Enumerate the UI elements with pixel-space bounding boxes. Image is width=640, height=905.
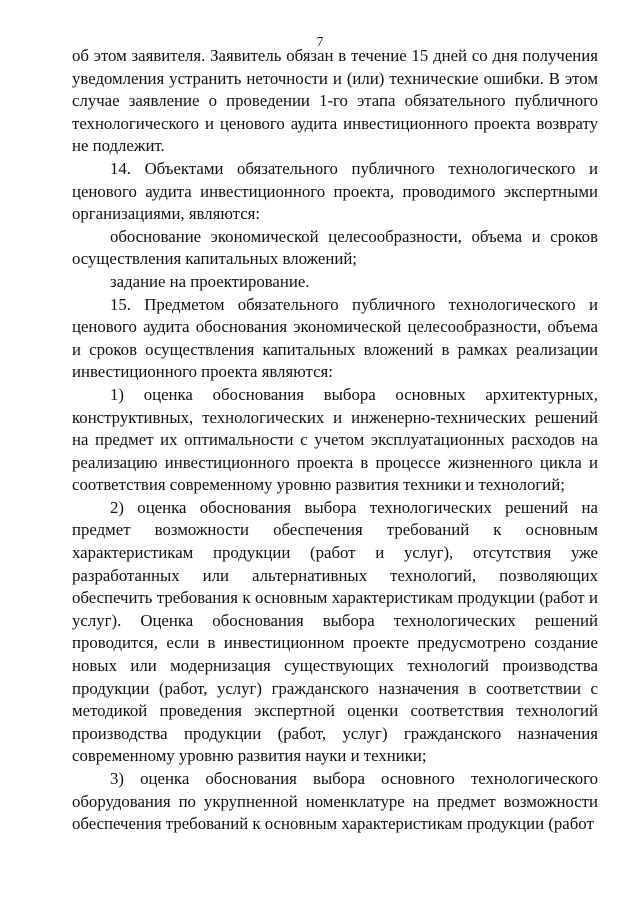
paragraph-item-14: 14. Объектами обязательного публичного технологического и ценового аудита инвестиционного проекта, проводимого экспертными организациями, являются: [72, 158, 598, 224]
paragraph-item-15: 15. Предметом обязательного публичного технологического и ценового аудита обоснования экономической целесообразности, объема и сроков осуществления капитальных вложений в рамках реализации инвестиционного проекта являются: [72, 294, 598, 382]
paragraph-economic-justification: обоснование экономической целесообразности, объема и сроков осуществления капитальных вложений; [72, 226, 598, 269]
page-number: 7 [316, 35, 324, 50]
paragraph-subitem-2: 2) оценка обоснования выбора технологических решений на предмет возможности обеспечения требований к основным характеристикам продукции (работ и услуг), отсутствия уже разработанных или альтернативных технологий, позволяющих обеспечить требования к основным характеристикам продукции (работ и услуг). Оценка обоснования выбора технологических решений проводится, если в инвестиционном проекте предусмотрено создание новых или модернизация существующих технологий производства продукции (работ, услуг) гражданского назначения в соответствии с методикой проведения экспертной оценки соответствия технологий производства продукции (работ, услуг) гражданского назначения современному уровню развития науки и техники; [72, 497, 598, 766]
paragraph-subitem-3: 3) оценка обоснования выбора основного технологического оборудования по укрупненной номенклатуре на предмет возможности обеспечения требований к основным характеристикам продукции (работ [72, 769, 598, 834]
document-body [72, 45, 598, 836]
paragraph-design-assignment: задание на проектирование. [110, 271, 310, 291]
paragraph-continuation: об этом заявителя. Заявитель обязан в течение 15 дней со дня получения уведомления устранить неточности и (или) технические ошибки. В этом случае заявление о проведении 1-го этапа обязательного публичного технологического и ценового аудита инвестиционного проекта возврату не подлежит. [72, 46, 598, 156]
paragraph-subitem-1: 1) оценка обоснования выбора основных архитектурных, конструктивных, технологических и инженерно-технических решений на предмет их оптимальности с учетом эксплуатационных расходов на реализацию инвестиционного проекта в процессе жизненного цикла и соответствия современному уровню развития техники и технологий; [72, 384, 598, 495]
